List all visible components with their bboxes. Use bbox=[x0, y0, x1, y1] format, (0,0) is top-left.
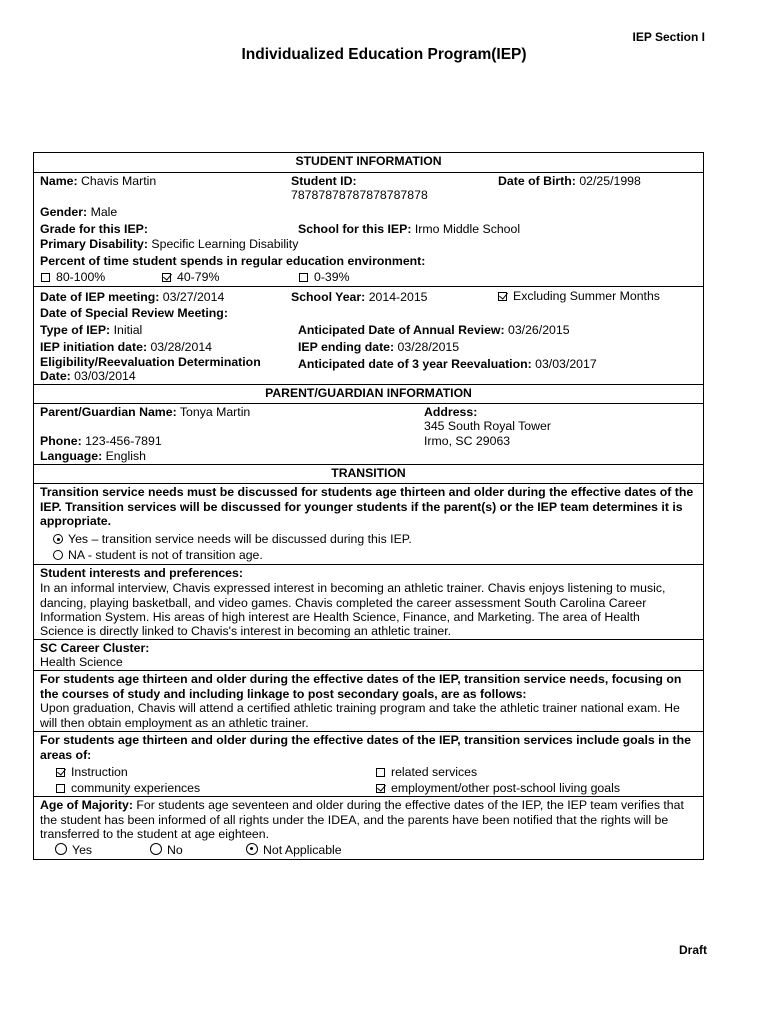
summer-months-checkbox[interactable]: Excluding Summer Months bbox=[498, 289, 660, 304]
interests-label: Student interests and preferences: bbox=[40, 566, 243, 580]
radio-icon bbox=[53, 550, 63, 560]
parent-info-heading: PARENT/GUARDIAN INFORMATION bbox=[265, 386, 472, 400]
address-line-1: 345 South Royal Tower bbox=[424, 419, 551, 433]
radio-selected-icon bbox=[53, 534, 63, 544]
checkbox-checked-icon bbox=[498, 292, 507, 301]
postsecondary-goals-text: Upon graduation, Chavis will attend a certified athletic training program and take the athletic trainer national exam. He will then obtain employment as an athletic trainer. bbox=[40, 701, 680, 730]
gender-field: Gender: Male bbox=[40, 205, 118, 219]
majority-option-yes[interactable]: Yes bbox=[55, 843, 92, 858]
percent-option-80-100[interactable]: 80-100% bbox=[41, 270, 105, 285]
dob-field: Date of Birth: 02/25/1998 bbox=[498, 174, 641, 188]
checkbox-checked-icon bbox=[162, 273, 171, 282]
student-id-value: 78787878787878787878 bbox=[291, 188, 428, 202]
grade-field: Grade for this IEP: bbox=[40, 222, 148, 236]
reevaluation-field: Anticipated date of 3 year Reevaluation: 03/03/2017 bbox=[298, 357, 597, 371]
majority-option-no[interactable]: No bbox=[150, 843, 183, 858]
majority-option-na[interactable]: Not Applicable bbox=[246, 843, 342, 858]
meeting-date-field: Date of IEP meeting: 03/27/2014 bbox=[40, 290, 225, 304]
checkbox-icon bbox=[376, 768, 385, 777]
student-name-field: Name: Chavis Martin bbox=[40, 174, 157, 188]
draft-label: Draft bbox=[678, 943, 707, 957]
age-of-majority-text: Age of Majority: For students age seventeen and older during the effective dates of the IEP, the IEP team verifies that the student has been informed of all rights under the IDEA, and the parents have been notified that the rights will be transferred to the student at age eighteen. bbox=[40, 798, 684, 842]
checkbox-checked-icon bbox=[56, 768, 65, 777]
transition-areas-label: For students age thirteen and older during the effective dates of the IEP, transition services include goals in the areas of: bbox=[40, 733, 691, 762]
transition-intro: Transition service needs must be discussed for students age thirteen and older during the effective dates of the IEP. Transition services will be discussed for younger students if the parent(s) or the IEP team determines it is appropriate. bbox=[40, 485, 694, 529]
school-year-field: School Year: 2014-2015 bbox=[291, 290, 428, 304]
eligibility-date-field: Date: 03/03/2014 bbox=[40, 369, 136, 383]
address-label: Address: bbox=[424, 405, 478, 419]
section-label: IEP Section I bbox=[632, 30, 705, 44]
checkbox-icon bbox=[56, 784, 65, 793]
area-community-experiences[interactable]: community experiences bbox=[56, 781, 200, 796]
student-id-label: Student ID: bbox=[291, 174, 357, 188]
checkbox-icon bbox=[299, 273, 308, 282]
percent-label: Percent of time student spends in regular education environment: bbox=[40, 254, 426, 268]
radio-icon bbox=[150, 843, 162, 855]
area-employment[interactable]: employment/other post-school living goals bbox=[376, 781, 620, 796]
language-field: Language: English bbox=[40, 449, 146, 463]
iep-type-field: Type of IEP: Initial bbox=[40, 323, 143, 337]
iep-form bbox=[33, 152, 704, 860]
checkbox-icon bbox=[41, 273, 50, 282]
document-title: Individualized Education Program(IEP) bbox=[241, 46, 527, 63]
percent-option-40-79[interactable]: 40-79% bbox=[162, 270, 219, 285]
transition-option-yes[interactable]: Yes – transition service needs will be discussed during this IEP. bbox=[53, 532, 412, 547]
annual-review-field: Anticipated Date of Annual Review: 03/26/2015 bbox=[298, 323, 570, 337]
initiation-date-field: IEP initiation date: 03/28/2014 bbox=[40, 340, 213, 354]
radio-selected-icon bbox=[246, 843, 258, 855]
phone-field: Phone: 123-456-7891 bbox=[40, 434, 162, 448]
address-line-2: Irmo, SC 29063 bbox=[424, 434, 511, 448]
career-cluster-value: Health Science bbox=[40, 655, 123, 669]
radio-icon bbox=[55, 843, 67, 855]
postsecondary-goals-label: For students age thirteen and older during the effective dates of the IEP, transition service needs, focusing on the courses of study and including linkage to post secondary goals, are as follows: bbox=[40, 672, 682, 701]
career-cluster-label: SC Career Cluster: bbox=[40, 641, 150, 655]
interests-line: Information System. His areas of high interest are Health Science, Finance, and Marketing. The area of Health bbox=[40, 610, 640, 624]
transition-heading: TRANSITION bbox=[331, 466, 406, 480]
parent-name-field: Parent/Guardian Name: Tonya Martin bbox=[40, 405, 251, 419]
eligibility-label: Eligibility/Reevaluation Determination bbox=[40, 355, 261, 369]
school-field: School for this IEP: Irmo Middle School bbox=[298, 222, 521, 236]
interests-line: dancing, playing basketball, and video games. Chavis completed the career assessment South Carolina Career bbox=[40, 596, 647, 610]
area-related-services[interactable]: related services bbox=[376, 765, 477, 780]
student-info-heading: STUDENT INFORMATION bbox=[295, 154, 442, 168]
area-instruction[interactable]: Instruction bbox=[56, 765, 128, 780]
transition-option-na[interactable]: NA - student is not of transition age. bbox=[53, 548, 263, 563]
special-review-label: Date of Special Review Meeting: bbox=[40, 306, 228, 320]
ending-date-field: IEP ending date: 03/28/2015 bbox=[298, 340, 460, 354]
interests-line: Science is directly linked to Chavis's interest in becoming an athletic trainer. bbox=[40, 624, 452, 638]
disability-field: Primary Disability: Specific Learning Disability bbox=[40, 237, 299, 251]
checkbox-checked-icon bbox=[376, 784, 385, 793]
percent-option-0-39[interactable]: 0-39% bbox=[299, 270, 350, 285]
interests-line: In an informal interview, Chavis expressed interest in becoming an athletic trainer. Chavis enjoys listening to music, bbox=[40, 581, 666, 595]
